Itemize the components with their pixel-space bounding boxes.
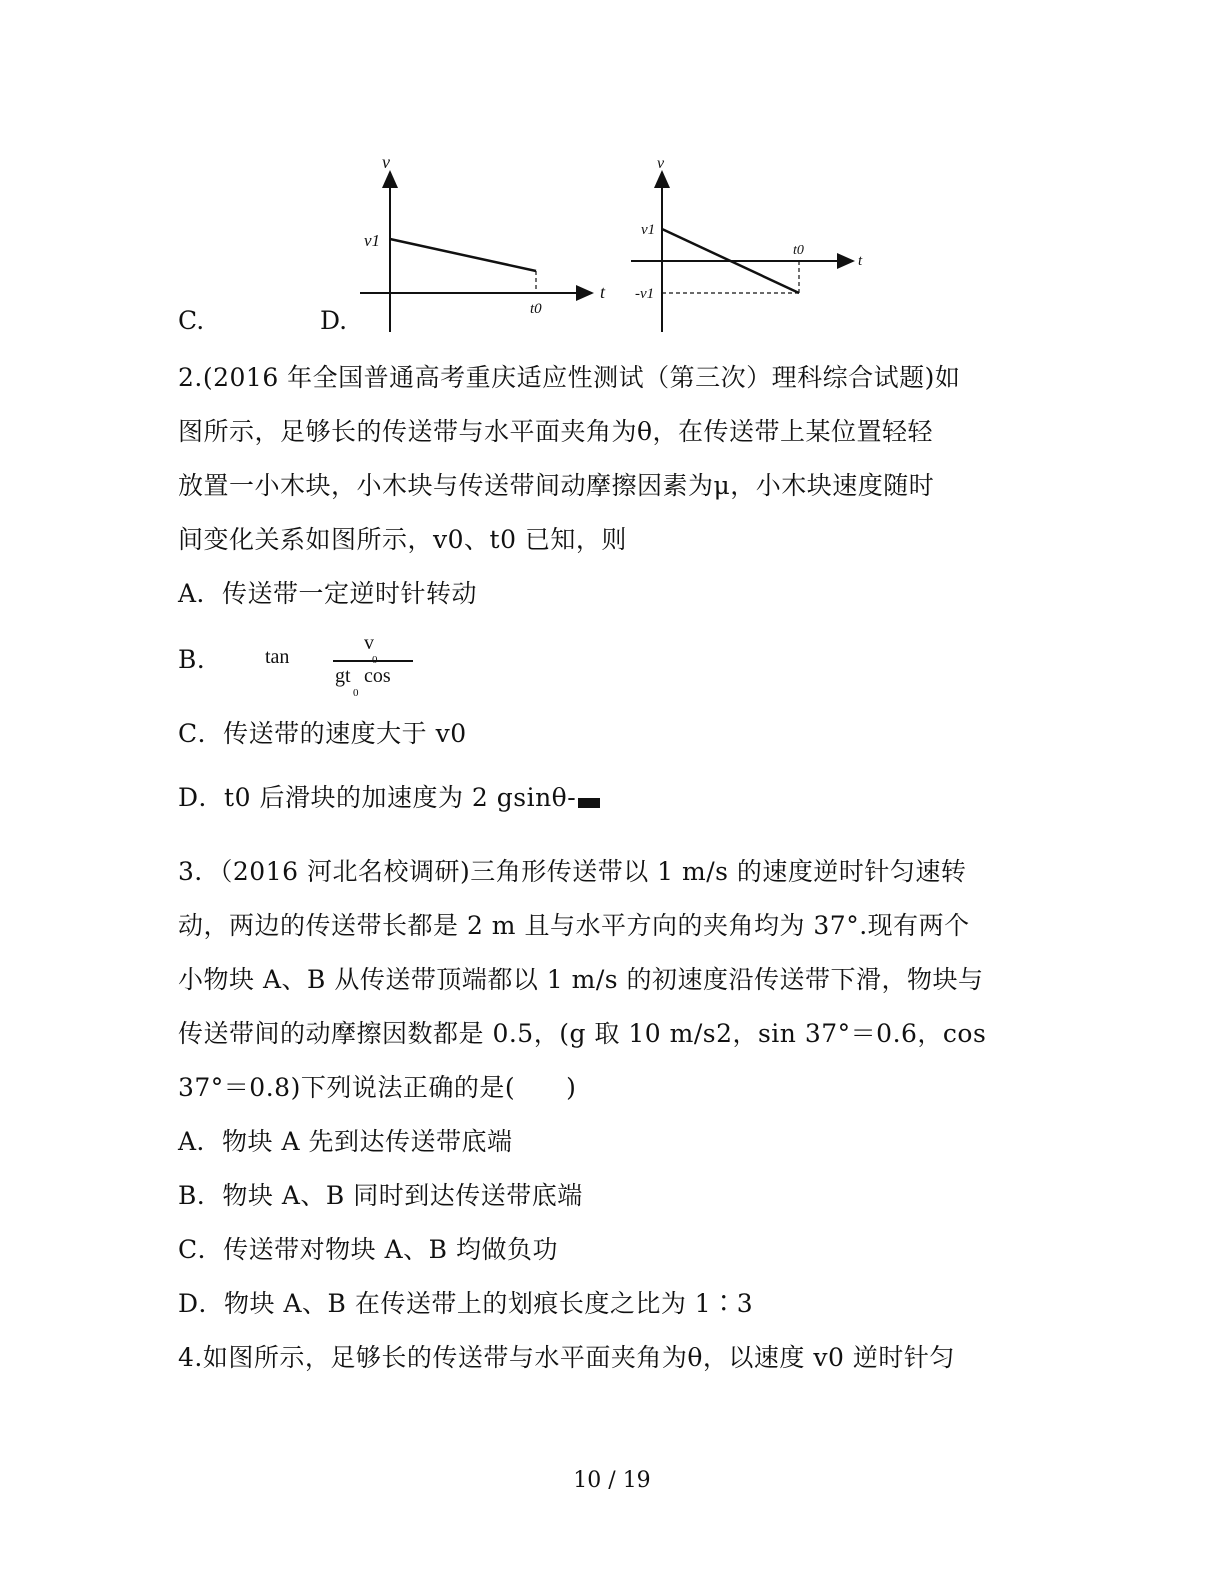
graph-d-v1-label: v1 <box>641 222 656 238</box>
q2-line-4: 间变化关系如图所示，v0、t0 已知，则 <box>178 525 627 554</box>
q3-line-2: 动，两边的传送带长都是 2 m 且与水平方向的夹角均为 37°.现有两个 <box>178 911 970 940</box>
q2-option-a: A．传送带一定逆时针转动 <box>178 579 478 608</box>
q2-line-1: 2.(2016 年全国普通高考重庆适应性测试（第三次）理科综合试题)如 <box>178 363 961 392</box>
q3-line-3: 小物块 A、B 从传送带顶端都以 1 m/s 的初速度沿传送带下滑，物块与 <box>178 965 984 994</box>
q2-b-cos: cos <box>364 665 391 687</box>
q2-line-2: 图所示，足够长的传送带与水平面夹角为θ，在传送带上某位置轻轻 <box>178 417 934 446</box>
q4-line-1: 4.如图所示，足够长的传送带与水平面夹角为θ，以速度 v0 逆时针匀 <box>178 1343 955 1372</box>
q3-option-d: D．物块 A、B 在传送带上的划痕长度之比为 1∶3 <box>178 1289 754 1318</box>
graph-d-t0-label: t0 <box>793 243 804 258</box>
option-d-label: D. <box>320 306 348 335</box>
graph-c <box>350 150 620 340</box>
q3-option-a: A．物块 A 先到达传送带底端 <box>178 1127 513 1156</box>
q2-option-d-text: D．t0 后滑块的加速度为 2 gsinθ- <box>178 783 577 812</box>
graph-d-y-axis-label: v <box>657 155 665 172</box>
q3-line-1: 3．（2016 河北名校调研)三角形传送带以 1 m/s 的速度逆时针匀速转 <box>178 857 967 886</box>
redacted-box <box>578 798 600 808</box>
q3-option-c: C．传送带对物块 A、B 均做负功 <box>178 1235 558 1264</box>
graph-c-x-axis-label: t <box>600 282 606 302</box>
q2-b-tan: tan <box>265 646 290 668</box>
q2-option-c: C．传送带的速度大于 v0 <box>178 719 467 748</box>
graph-c-t0-label: t0 <box>530 301 542 317</box>
q2-b-fraction-bar <box>333 660 413 662</box>
q2-b-denominator: gt <box>335 665 351 687</box>
q2-option-d <box>178 778 600 814</box>
graph-c-velocity-line <box>390 239 536 271</box>
q2-option-b-label: B． <box>178 645 223 674</box>
graph-d-x-axis-label: t <box>858 253 863 269</box>
q2-b-denominator-sub: 0 <box>353 687 359 699</box>
q2-line-3: 放置一小木块，小木块与传送带间动摩擦因素为μ，小木块速度随时 <box>178 471 935 500</box>
graph-d <box>625 150 875 340</box>
page-number: 10 / 19 <box>573 1468 651 1493</box>
q3-line-4: 传送带间的动摩擦因数都是 0.5，(g 取 10 m/s2，sin 37°＝0.6，cos <box>178 1019 987 1048</box>
q3-line-5: 37°＝0.8)下列说法正确的是( ) <box>178 1073 577 1102</box>
graph-c-y-axis-label: v <box>382 152 390 172</box>
q2-b-numerator: v <box>364 632 374 654</box>
option-c-label: C. <box>178 306 205 335</box>
graph-c-v1-label: v1 <box>364 231 381 250</box>
graph-d-neg-v1-label: -v1 <box>635 286 655 302</box>
q3-option-b: B．物块 A、B 同时到达传送带底端 <box>178 1181 583 1210</box>
